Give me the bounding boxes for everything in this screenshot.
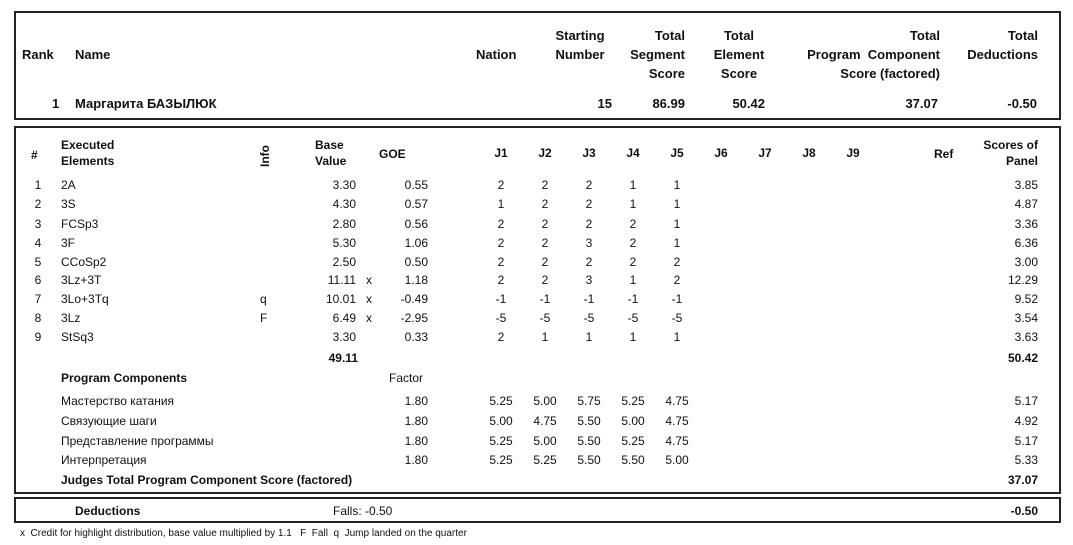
element-panel-score: 3.36: [1014, 217, 1038, 231]
element-judge-mark: 3: [585, 236, 593, 250]
element-panel-score: 12.29: [1007, 273, 1038, 287]
col-header-judge: J7: [758, 146, 772, 160]
element-judge-mark: 2: [585, 217, 593, 231]
component-judge-mark: 5.25: [533, 453, 557, 467]
col-header-scores-of-panel: Scores of Panel: [983, 138, 1038, 168]
element-judge-mark: -1: [495, 292, 507, 306]
element-judge-mark: 2: [629, 255, 637, 269]
element-judge-mark: 1: [673, 236, 681, 250]
header-total-program-component-score: Total Program Component Score (factored): [807, 28, 940, 81]
component-judge-mark: 5.25: [489, 434, 513, 448]
element-highlight-mark: x: [366, 311, 372, 325]
col-header-judge: J8: [802, 146, 816, 160]
component-judge-mark: 5.00: [489, 414, 513, 428]
col-header-judge: J1: [494, 146, 508, 160]
component-panel-score: 4.92: [1014, 414, 1038, 428]
element-judge-mark: 2: [497, 273, 505, 287]
element-judge-mark: -1: [627, 292, 639, 306]
element-goe: 0.55: [404, 178, 428, 192]
element-goe: 0.33: [404, 330, 428, 344]
summary-total-segment-score: 86.99: [652, 96, 685, 111]
component-name: Мастерство катания: [61, 394, 175, 408]
element-judge-mark: 2: [629, 236, 637, 250]
element-name: 3Lz+3T: [61, 273, 102, 287]
component-judge-mark: 5.00: [665, 453, 689, 467]
summary-starting-number: 15: [597, 96, 612, 111]
element-judge-mark: -5: [495, 311, 507, 325]
summary-total-element-score: 50.42: [732, 96, 765, 111]
deductions-label: Deductions: [75, 504, 141, 518]
element-number: 9: [34, 330, 42, 344]
component-judge-mark: 5.50: [577, 434, 601, 448]
component-judge-mark: 5.00: [621, 414, 645, 428]
component-judge-mark: 4.75: [665, 394, 689, 408]
header-name: Name: [75, 47, 111, 62]
component-panel-score: 5.33: [1014, 453, 1038, 467]
component-panel-score: 5.17: [1014, 434, 1038, 448]
element-base-value: 2.80: [332, 217, 356, 231]
deductions-total: -0.50: [1010, 504, 1038, 518]
component-judge-mark: 5.00: [533, 394, 557, 408]
component-judge-mark: 5.75: [577, 394, 601, 408]
falls-label: Falls:: [333, 504, 362, 518]
element-base-value: 3.30: [332, 178, 356, 192]
col-header-judge: J4: [626, 146, 640, 160]
component-factor: 1.80: [404, 414, 428, 428]
element-name: 3Lz: [61, 311, 81, 325]
element-judge-mark: 1: [629, 273, 637, 287]
element-judge-mark: 1: [673, 197, 681, 211]
element-judge-mark: 2: [629, 217, 637, 231]
element-panel-score: 3.00: [1014, 255, 1038, 269]
component-factor: 1.80: [404, 434, 428, 448]
element-panel-score: 3.85: [1014, 178, 1038, 192]
col-header-number: #: [31, 148, 38, 162]
element-judge-mark: -5: [627, 311, 639, 325]
col-header-judge: J3: [582, 146, 596, 160]
element-judge-mark: -5: [671, 311, 683, 325]
element-base-value: 5.30: [332, 236, 356, 250]
element-judge-mark: 1: [629, 178, 637, 192]
element-goe: -0.49: [400, 292, 428, 306]
summary-total-program-component-score: 37.07: [905, 96, 938, 111]
element-judge-mark: 3: [585, 273, 593, 287]
summary-total-deductions: -0.50: [1007, 96, 1037, 111]
element-base-value: 4.30: [332, 197, 356, 211]
element-judge-mark: 1: [673, 217, 681, 231]
element-base-value: 3.30: [332, 330, 356, 344]
element-number: 5: [34, 255, 42, 269]
header-total-deductions: Total Deductions: [967, 28, 1038, 62]
component-name: Связующие шаги: [61, 414, 157, 428]
component-judge-mark: 4.75: [665, 434, 689, 448]
element-judge-mark: 2: [673, 273, 681, 287]
element-name: 3Lo+3Tq: [61, 292, 109, 306]
element-number: 6: [34, 273, 42, 287]
element-judge-mark: 1: [673, 330, 681, 344]
element-name: 3S: [61, 197, 76, 211]
element-judge-mark: 2: [497, 217, 505, 231]
element-judge-mark: 2: [497, 330, 505, 344]
element-name: StSq3: [61, 330, 94, 344]
component-factor: 1.80: [404, 453, 428, 467]
col-header-judge: J6: [714, 146, 728, 160]
summary-rank: 1: [52, 96, 60, 111]
header-total-segment-score: Total Segment Score: [630, 28, 685, 81]
component-judge-mark: 5.25: [621, 394, 645, 408]
component-judge-mark: 5.00: [533, 434, 557, 448]
element-name: 3F: [61, 236, 76, 250]
header-nation: Nation: [476, 47, 517, 62]
element-base-value: 2.50: [332, 255, 356, 269]
component-judge-mark: 5.25: [489, 453, 513, 467]
component-judge-mark: 4.75: [533, 414, 557, 428]
component-name: Представление программы: [61, 434, 214, 448]
element-judge-mark: 2: [497, 255, 505, 269]
pcs-total-value: 37.07: [1007, 473, 1038, 487]
element-goe: 1.06: [404, 236, 428, 250]
header-starting-number: Starting Number: [555, 28, 605, 62]
element-goe: 0.57: [404, 197, 428, 211]
col-header-judge: J5: [670, 146, 684, 160]
element-judge-mark: 2: [585, 197, 593, 211]
element-number: 7: [34, 292, 42, 306]
element-goe: 0.56: [404, 217, 428, 231]
element-judge-mark: 1: [629, 197, 637, 211]
falls-value: -0.50: [365, 504, 393, 518]
element-info: q: [260, 292, 267, 306]
element-highlight-mark: x: [366, 273, 372, 287]
element-panel-score: 3.54: [1014, 311, 1038, 325]
element-judge-mark: 2: [541, 273, 549, 287]
element-goe: 0.50: [404, 255, 428, 269]
element-judge-mark: 1: [585, 330, 593, 344]
element-number: 1: [34, 178, 42, 192]
component-judge-mark: 5.25: [621, 434, 645, 448]
element-panel-score: 6.36: [1014, 236, 1038, 250]
element-highlight-mark: x: [366, 292, 372, 306]
element-number: 4: [34, 236, 42, 250]
element-judge-mark: 2: [541, 236, 549, 250]
element-judge-mark: 2: [541, 217, 549, 231]
summary-skater-name: Маргарита БАЗЫЛЮК: [75, 96, 217, 111]
element-base-value: 6.49: [332, 311, 356, 325]
element-number: 8: [34, 311, 42, 325]
element-name: 2A: [61, 178, 76, 192]
element-judge-mark: -5: [583, 311, 595, 325]
col-header-info: Info: [258, 145, 272, 167]
base-value-total: 49.11: [328, 351, 358, 365]
component-judge-mark: 5.50: [577, 414, 601, 428]
element-base-value: 11.11: [327, 273, 356, 287]
element-judge-mark: -1: [539, 292, 551, 306]
element-judge-mark: -1: [671, 292, 683, 306]
factor-heading: Factor: [389, 371, 424, 385]
element-judge-mark: 1: [497, 197, 505, 211]
element-judge-mark: 1: [629, 330, 637, 344]
element-judge-mark: 2: [541, 197, 549, 211]
elements-score-total: 50.42: [1007, 351, 1038, 365]
deductions-box: [14, 497, 1061, 523]
element-name: CCoSp2: [61, 255, 107, 269]
component-factor: 1.80: [404, 394, 428, 408]
element-judge-mark: 1: [673, 178, 681, 192]
element-judge-mark: 2: [585, 178, 593, 192]
header-total-element-score: Total Element Score: [713, 28, 765, 81]
component-judge-mark: 5.25: [489, 394, 513, 408]
element-name: FCSp3: [61, 217, 99, 231]
element-panel-score: 9.52: [1014, 292, 1038, 306]
element-judge-mark: 1: [541, 330, 549, 344]
element-judge-mark: 2: [585, 255, 593, 269]
element-panel-score: 4.87: [1014, 197, 1038, 211]
header-rank: Rank: [22, 47, 54, 62]
element-judge-mark: -5: [539, 311, 551, 325]
col-header-judge: J2: [538, 146, 552, 160]
col-header-ref: Ref: [934, 147, 954, 161]
element-number: 2: [34, 197, 42, 211]
element-number: 3: [34, 217, 42, 231]
component-judge-mark: 5.50: [577, 453, 601, 467]
element-base-value: 10.01: [325, 292, 356, 306]
element-judge-mark: 2: [673, 255, 681, 269]
legend-footnote: x Credit for highlight distribution, base value multiplied by 1.1 F Fall q Jump landed on the quarter: [20, 528, 467, 539]
element-judge-mark: 2: [497, 178, 505, 192]
col-header-judge: J9: [846, 146, 860, 160]
component-judge-mark: 5.50: [621, 453, 645, 467]
col-header-base-value: Base Value: [315, 138, 347, 168]
element-goe: 1.18: [404, 273, 428, 287]
component-name: Интерпретация: [61, 453, 147, 467]
pcs-total-label: Judges Total Program Component Score (factored): [61, 473, 353, 487]
element-info: F: [260, 311, 268, 325]
col-header-executed-elements: Executed Elements: [61, 138, 115, 168]
element-judge-mark: 2: [541, 178, 549, 192]
col-header-goe: GOE: [379, 147, 406, 161]
element-judge-mark: 2: [541, 255, 549, 269]
component-judge-mark: 4.75: [665, 414, 689, 428]
element-goe: -2.95: [400, 311, 428, 325]
element-panel-score: 3.63: [1014, 330, 1038, 344]
program-components-heading: Program Components: [61, 371, 188, 385]
element-judge-mark: 2: [497, 236, 505, 250]
element-judge-mark: -1: [583, 292, 595, 306]
component-panel-score: 5.17: [1014, 394, 1038, 408]
